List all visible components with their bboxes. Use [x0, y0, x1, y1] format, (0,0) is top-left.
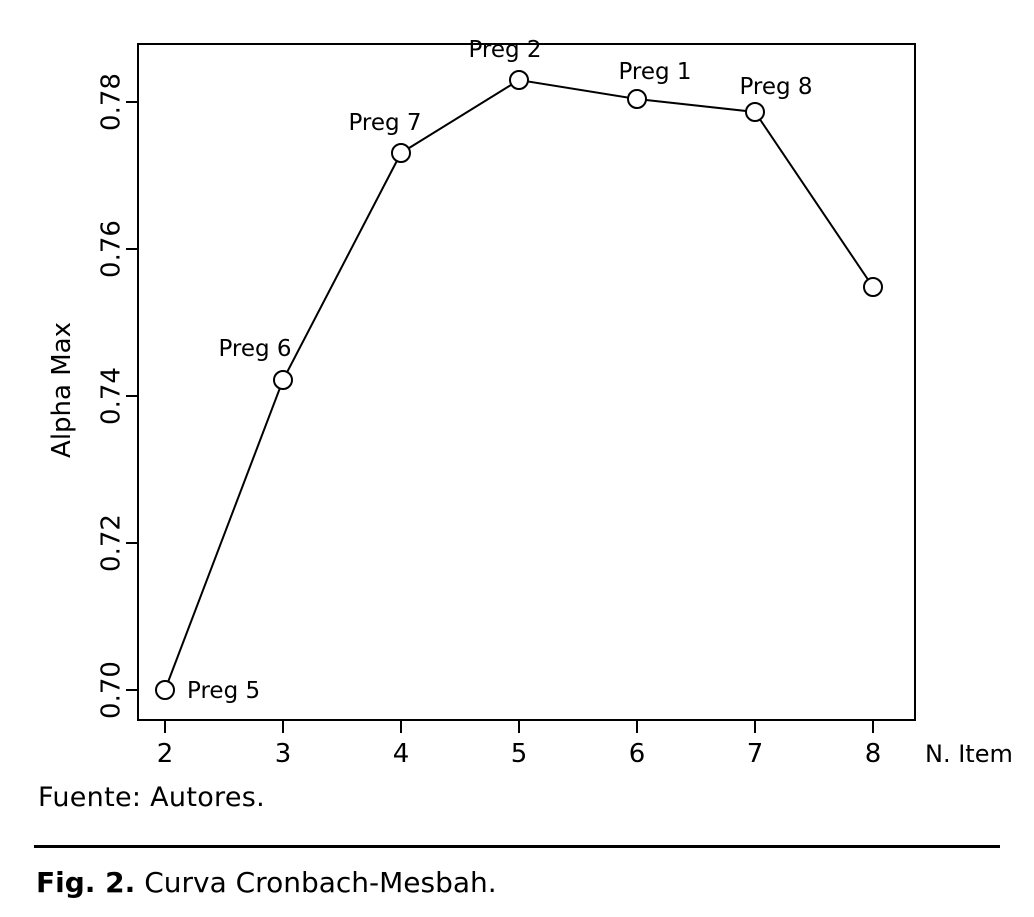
x-tick-label: 7	[746, 739, 764, 769]
y-tick-label: 0.78	[96, 73, 127, 131]
point-label: Preg 5	[187, 678, 261, 704]
data-point	[628, 90, 646, 108]
data-points	[156, 71, 882, 699]
x-axis-title: N. Item	[925, 740, 1013, 768]
y-axis-ticks	[126, 102, 138, 690]
figure-caption-text: Curva Cronbach-Mesbah.	[144, 866, 497, 899]
y-tick-labels	[97, 73, 127, 719]
x-axis-ticks	[165, 720, 873, 733]
x-tick-label: 4	[392, 739, 410, 769]
figure-number: Fig. 2.	[36, 866, 136, 899]
y-tick-label: 0.76	[96, 220, 127, 278]
caption-divider	[34, 845, 1000, 848]
y-tick-label: 0.74	[96, 367, 127, 425]
point-label: Preg 7	[348, 110, 422, 136]
x-tick-label: 3	[274, 739, 292, 769]
point-label: Preg 2	[468, 37, 542, 63]
plot-frame	[138, 44, 915, 720]
data-point	[510, 71, 528, 89]
point-label: Preg 8	[739, 74, 813, 100]
y-axis-title: Alpha Max	[47, 322, 77, 458]
source-note: Fuente: Autores.	[38, 782, 266, 813]
data-point	[156, 681, 174, 699]
y-tick-label: 0.72	[96, 514, 127, 572]
figure-caption	[36, 866, 497, 899]
data-point	[746, 103, 764, 121]
data-point	[864, 278, 882, 296]
x-tick-label: 5	[510, 739, 528, 769]
y-tick-label: 0.70	[96, 661, 127, 719]
data-line	[165, 80, 873, 690]
data-point	[392, 144, 410, 162]
data-point	[274, 371, 292, 389]
point-label: Preg 1	[618, 59, 692, 85]
x-tick-labels	[157, 739, 882, 769]
point-label: Preg 6	[218, 336, 292, 362]
x-tick-label: 8	[864, 739, 882, 769]
x-tick-label: 6	[628, 739, 646, 769]
x-tick-label: 2	[156, 739, 174, 769]
